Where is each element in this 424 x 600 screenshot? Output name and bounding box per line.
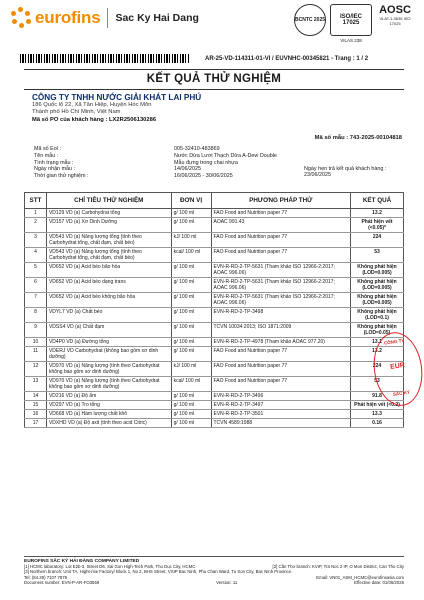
row-result: Phát hiện vết (<0.05)* — [351, 218, 404, 233]
info-value: 005-32410-483869 — [174, 146, 220, 152]
row-result: 13.1 — [351, 338, 404, 347]
table-row — [25, 347, 404, 362]
info-extra: Ngày hẹn trả kết quả khách hàng : 23/06/2025 — [304, 166, 387, 179]
row-stt: 11 — [25, 347, 47, 362]
row-method: FAO Food and Nutrition paper 77 — [211, 347, 351, 362]
table-row — [25, 233, 404, 248]
row-unit: g/ 100 ml — [171, 209, 211, 218]
row-unit: g/ 100 ml — [171, 293, 211, 308]
row-result: 91.8 — [351, 392, 404, 401]
row-unit: g/ 100 ml — [171, 323, 211, 338]
row-test: VD652 VD (a) Acid béo không bão hòa — [46, 293, 171, 308]
col-method: PHƯƠNG PHÁP THỬ — [211, 193, 351, 209]
footer-cantho: [2] Cần Thơ branch: KVIP, Tra Noc 2 IP, O Mon District, Can Tho City — [272, 564, 404, 570]
row-stt: 2 — [25, 218, 47, 233]
table-row — [25, 392, 404, 401]
row-result: Không phát hiện (LOD=0.005) — [351, 278, 404, 293]
row-test: VD652 VD (a) Acid béo bão hòa — [46, 263, 171, 278]
aosc-badge: AOSC VLAT-1.0635 ISO 17025 — [379, 4, 411, 26]
footer-hcmc: [1] HCMC laboratory: Lot E2b-3, Street D6, Sai Gon High-Tech Park, Thu Duc City, HCMC — [24, 564, 196, 570]
row-stt: 8 — [25, 308, 47, 323]
row-result: Không phát hiện (LOD=0.005) — [351, 263, 404, 278]
row-test: VD668 VD (a) Hàm lượng chất khô — [46, 410, 171, 419]
row-method: EVN-R-RD-2-TP-5631 (Tham khảo ISO 12966-2:2017; AOAC 996.06) — [211, 278, 351, 293]
company-stamp: CÔNG TY EUR SẮC KÝ — [369, 329, 424, 409]
vilas-badge: ISO/IEC 17025 VILAS 238 — [330, 4, 372, 43]
row-result: 13.2 — [351, 209, 404, 218]
accreditation-badges — [294, 4, 414, 43]
row-method: FAO Food and Nutrition paper 77 — [211, 233, 351, 248]
row-unit: g/ 100 ml — [171, 392, 211, 401]
table-row — [25, 248, 404, 263]
row-method: FAO Food and Nutrition paper 77 — [211, 209, 351, 218]
row-unit: g/ 100 ml — [171, 278, 211, 293]
row-unit: g/ 100 ml — [171, 218, 211, 233]
row-unit: g/ 100 ml — [171, 401, 211, 410]
report-header — [0, 0, 424, 46]
row-method: EVN-R-RD-2-TP-3498 — [211, 308, 351, 323]
row-method: FAO Food and Nutrition paper 77 — [211, 362, 351, 377]
table-row — [25, 293, 404, 308]
row-test: VD543 VD (a) Năng lượng tổng (tính theo Carbohydrat tổng, chất đạm, chất béo) — [46, 233, 171, 248]
row-result: Không phát hiện (LOD=0.1) — [351, 308, 404, 323]
footer — [24, 556, 404, 585]
row-method: AOAC 991.43 — [211, 218, 351, 233]
row-result: 0.16 — [351, 419, 404, 428]
row-result: 224 — [351, 233, 404, 248]
row-method: EVN-R-RD-2-TP-3497 — [211, 401, 351, 410]
info-row — [34, 146, 404, 153]
row-stt: 13 — [25, 377, 47, 392]
row-stt: 4 — [25, 248, 47, 263]
footer-tel: Tel: (84.28) 7107 7879 — [24, 574, 68, 580]
customer-po: Mã số PO của khách hàng : LX2R2506130286 — [32, 116, 157, 123]
row-result: Không phát hiện (LOD=0.005) — [351, 293, 404, 308]
brand-subtitle: Sac Ky Hai Dang — [115, 12, 199, 24]
document-id: AR-25-VD-114311-01-VI / EUVNHC-00345821 - Trang : 1 / 2 — [205, 56, 369, 62]
page-title: KẾT QUẢ THỬ NGHIỆM — [24, 69, 404, 90]
row-stt: 12 — [25, 362, 47, 377]
row-test: VD652 VD (a) Acid béo dạng trans — [46, 278, 171, 293]
row-stt: 5 — [25, 263, 47, 278]
info-key: Tình trạng mẫu : — [34, 159, 74, 166]
col-test: CHỈ TIÊU THỬ NGHIỆM — [46, 193, 171, 209]
table-row — [25, 338, 404, 347]
customer-address-2: Thành phố Hồ Chí Minh, Việt Nam — [32, 109, 121, 116]
row-result: Phát hiện vết (<0.2) — [351, 401, 404, 410]
table-row — [25, 401, 404, 410]
row-stt: 1 — [25, 209, 47, 218]
table-row — [25, 308, 404, 323]
footer-company: EUROFINS SẮC KÝ HẢI ĐĂNG COMPANY LIMITED — [24, 559, 140, 564]
sample-number: Mã số mẫu : 743-2025-00104818 — [314, 135, 402, 141]
col-unit: ĐƠN VỊ — [171, 193, 211, 209]
row-method: EVN-R-RD-2-TP-3496 — [211, 392, 351, 401]
table-row — [25, 419, 404, 428]
row-stt: 6 — [25, 278, 47, 293]
row-stt: 7 — [25, 293, 47, 308]
footer-north: [3] Northern branch: Unit TA, Hight-rise Factory/ Block 1, No 2, BHS Street, VSIP Bac Ninh, Phu Chan Ward, Tu Son City, Bac Ninh Province. — [24, 569, 293, 575]
info-row — [34, 160, 404, 167]
row-unit: g/ 100 ml — [171, 419, 211, 428]
logo-divider — [107, 8, 108, 28]
row-method: EVN-R-RD-2-TP-4978 (Tham khảo AOAC 977.20) — [211, 338, 351, 347]
eurofins-dots-icon — [10, 7, 32, 29]
row-stt: 9 — [25, 323, 47, 338]
row-test: VD543 VD (a) Năng lượng tổng (tính theo Carbohydrat tổng, chất đạm, chất béo) — [46, 248, 171, 263]
row-test: VD129 VD (a) Carbohydrat tổng — [46, 209, 171, 218]
info-value: Nước Dừa Lươi Thạch Dừa A-Dew Double — [174, 152, 277, 159]
row-test: VD970 VD (a) Năng lượng (tính theo Carbohydrat không bao gồm xơ dinh dưỡng) — [46, 377, 171, 392]
table-row — [25, 263, 404, 278]
sample-info — [34, 146, 404, 180]
row-test: VD157 VD (a) Xơ Dinh Dưỡng — [46, 218, 171, 233]
row-result: Không phát hiện (LOD=0.05) — [351, 323, 404, 338]
info-value: 14/06/2025 — [174, 166, 201, 173]
footer-email: Email: VN01_ASM_HCMC@eurofinsasia.com — [316, 574, 404, 580]
row-unit: g/ 100 ml — [171, 338, 211, 347]
customer-name: CÔNG TY TNHH NƯỚC GIẢI KHÁT LAI PHÚ — [32, 93, 202, 102]
row-stt: 10 — [25, 338, 47, 347]
row-unit: g/ 100 ml — [171, 347, 211, 362]
customer-address-1: 186 Quốc lộ 22, Xã Tân Hiệp, Huyện Hóc Môn — [32, 102, 152, 108]
info-key: Thời gian thử nghiệm : — [34, 173, 89, 180]
footer-effective: Effective date: 01/06/2025 — [354, 579, 404, 585]
row-stt: 16 — [25, 410, 47, 419]
info-key: Tên mẫu : — [34, 152, 59, 159]
footer-version: Version: 11 — [216, 579, 238, 585]
results-table — [24, 192, 404, 428]
table-row — [25, 218, 404, 233]
row-test: VDSS4 VD (a) Chất đạm — [46, 323, 171, 338]
table-row — [25, 278, 404, 293]
barcode — [20, 54, 190, 63]
col-stt: STT — [25, 193, 47, 209]
row-result: 53 — [351, 377, 404, 392]
row-test: VD216 VD (a) Độ ẩm — [46, 392, 171, 401]
customer-block — [32, 93, 402, 124]
row-stt: 3 — [25, 233, 47, 248]
row-stt: 14 — [25, 392, 47, 401]
col-result: KẾT QUẢ — [351, 193, 404, 209]
info-row — [34, 173, 404, 180]
row-unit: g/ 100 ml — [171, 263, 211, 278]
brand-name: eurofins — [35, 8, 101, 27]
row-method: EVN-R-RD-2-TP-5631 (Tham khảo ISO 12966-2:2017; AOAC 996.06) — [211, 263, 351, 278]
row-unit: kJ/ 100 ml — [171, 233, 211, 248]
row-unit: g/ 100 ml — [171, 410, 211, 419]
row-test: VD4P0 VD (a) Đường tổng — [46, 338, 171, 347]
row-result: 53 — [351, 248, 404, 263]
row-stt: 15 — [25, 401, 47, 410]
table-row — [25, 362, 404, 377]
row-unit: g/ 100 ml — [171, 308, 211, 323]
row-method: FAO Food and Nutrition paper 77 — [211, 377, 351, 392]
row-test: VDYL7 VD (a) Chất béo — [46, 308, 171, 323]
row-result: 13.2 — [351, 347, 404, 362]
table-header-row — [25, 193, 404, 209]
row-unit: kJ/ 100 ml — [171, 362, 211, 377]
table-row — [25, 323, 404, 338]
row-method: TCVN 10034:2013; ISO 1871:2009 — [211, 323, 351, 338]
row-test: VDERJ VD Carbohydrat (không bao gồm xơ dinh dưỡng) — [46, 347, 171, 362]
row-test: VD970 VD (a) Năng lượng (tính theo Carbohydrat không bao gồm xơ dinh dưỡng) — [46, 362, 171, 377]
table-row — [25, 410, 404, 419]
row-method: EVN-R-RD-2-TP-5631 (Tham khảo ISO 12966-2:2017; AOAC 996.06) — [211, 293, 351, 308]
row-unit: kcal/ 100 ml — [171, 248, 211, 263]
row-result: 224 — [351, 362, 404, 377]
info-key: Mã số Eol : — [34, 146, 61, 152]
eurofins-logo — [10, 6, 199, 30]
info-value: 16/06/2025 - 30/06/2025 — [174, 173, 233, 180]
table-row — [25, 209, 404, 218]
row-result: 13.3 — [351, 410, 404, 419]
footer-docnum: Document number: EVN-P-AR-FO3559 — [24, 579, 100, 585]
row-method: TCVN 4589:1988 — [211, 419, 351, 428]
row-test: VDXHD VD (a) Độ axit (tính theo acid Citric) — [46, 419, 171, 428]
row-test: VD297 VD (a) Tro tổng — [46, 401, 171, 410]
table-row — [25, 377, 404, 392]
seal-badge: BCNTC 2025 — [294, 4, 326, 36]
row-method: FAO Food and Nutrition paper 77 — [211, 248, 351, 263]
row-stt: 17 — [25, 419, 47, 428]
row-unit: kcal/ 100 ml — [171, 377, 211, 392]
row-method: EVN-R-RD-2-TP-3501 — [211, 410, 351, 419]
info-row — [34, 153, 404, 160]
info-value: Mẫu đựng trong chai nhựa — [174, 159, 238, 166]
info-key: Ngày nhận mẫu : — [34, 166, 76, 173]
